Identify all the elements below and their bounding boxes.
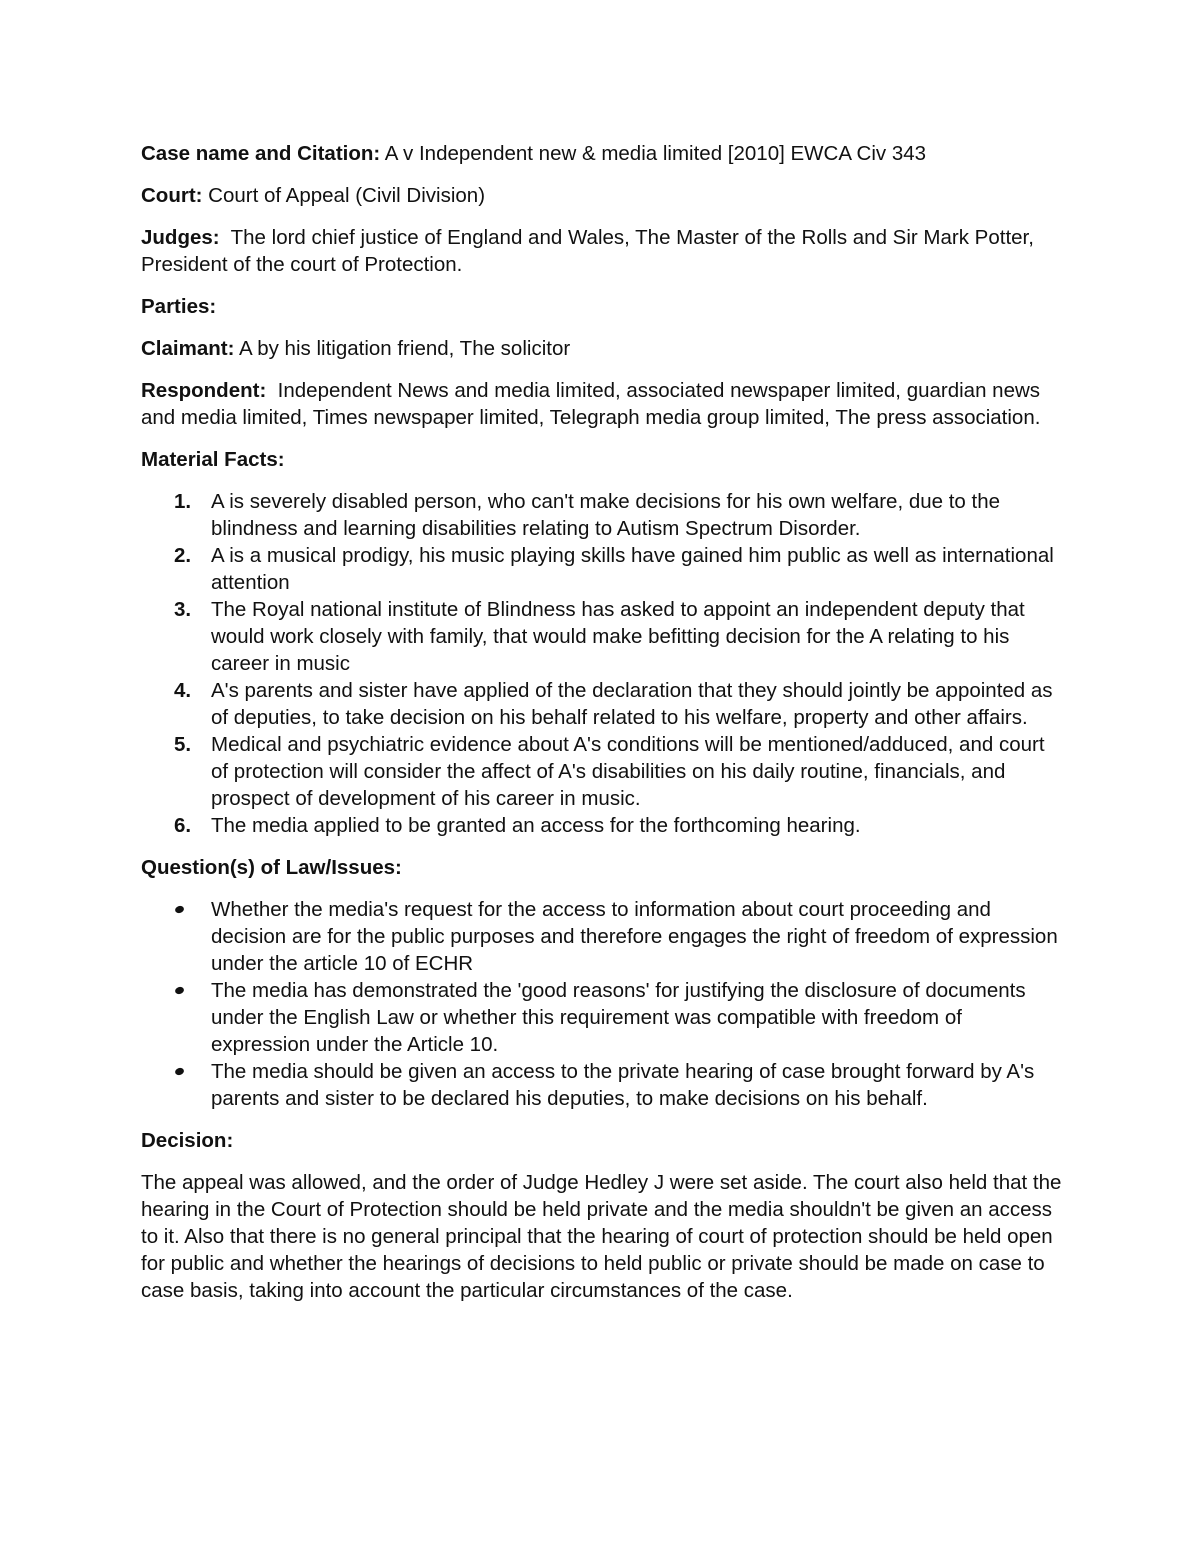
issue-text-1: Whether the media's request for the access to information about court proceeding and decision are for the public purposes and therefore engages the right of freedom of expression under the article 10 of ECHR [211,898,1058,975]
fact-item-6: The media applied to be granted an access for the forthcoming hearing. [211,814,861,837]
fact-item-4: A's parents and sister have applied of the declaration that they should jointly be appointed as of deputies, to take decision on his behalf related to his welfare, property and other affairs. [211,679,1053,729]
bullet-icon [174,905,185,915]
respondent-line [141,377,1066,431]
issue-item-3 [211,1058,1066,1112]
case-citation-line [141,140,1066,167]
issues-heading [141,854,1066,881]
issue-item-1 [211,896,1066,977]
case-citation-label: Case name and Citation: [141,142,381,165]
issues-label: Question(s) of Law/Issues: [141,856,402,879]
fact-item-1: A is severely disabled person, who can't make decisions for his own welfare, due to the blindness and learning disabilities relating to Autism Spectrum Disorder. [211,490,1001,540]
court-line [141,182,1066,209]
material-facts-label: Material Facts: [141,448,285,471]
fact-item-5: Medical and psychiatric evidence about A's conditions will be mentioned/adduced, and court of protection will consider the affect of A's disabilities on his daily routine, financials, and prospect of development of his career in music. [211,733,1045,810]
court-value: Court of Appeal (Civil Division) [202,184,486,207]
fact-item-2: A is a musical prodigy, his music playing skills have gained him public as well as international attention [211,544,1054,594]
claimant-line [141,335,1066,362]
decision-text: The appeal was allowed, and the order of Judge Hedley J were set aside. The court also held that the hearing in the Court of Protection should be held private and the media shouldn't be given an access to it. Also that there is no general principal that the hearing of court of protection should be held open for public and whether the hearings of decisions to held public or private should be made on case to case basis, taking into account the particular circumstances of the case. [141,1171,1062,1302]
decision-label: Decision: [141,1129,234,1152]
issue-text-2: The media has demonstrated the 'good reasons' for justifying the disclosure of documents under the English Law or whether this requirement was compatible with freedom of expression under the Article 10. [211,979,1026,1056]
document-page [141,140,1066,1319]
claimant-value: A by his litigation friend, The solicitor [234,337,571,360]
respondent-label: Respondent: [141,379,267,402]
judges-line [141,224,1066,278]
issue-text-3: The media should be given an access to the private hearing of case brought forward by A's parents and sister to be declared his deputies, to make decisions on his behalf. [211,1060,1035,1110]
parties-heading [141,293,1066,320]
claimant-label: Claimant: [141,337,235,360]
material-facts-list [141,488,1066,839]
decision-heading [141,1127,1066,1154]
case-citation-value: A v Independent new & media limited [2010] EWCA Civ 343 [380,142,927,165]
material-facts-heading [141,446,1066,473]
fact-item-3: The Royal national institute of Blindness has asked to appoint an independent deputy that would work closely with family, that would make befitting decision for the A relating to his career in music [211,598,1025,675]
bullet-icon [174,1067,185,1077]
parties-label: Parties: [141,295,217,318]
bullet-icon [174,986,185,996]
issue-item-2 [211,977,1066,1058]
judges-label: Judges: [141,226,220,249]
issues-list [141,896,1066,1112]
court-label: Court: [141,184,203,207]
judges-value: The lord chief justice of England and Wales, The Master of the Rolls and Sir Mark Potter, President of the court of Protection. [141,226,1040,276]
respondent-value: Independent News and media limited, associated newspaper limited, guardian news and media limited, Times newspaper limited, Telegraph media group limited, The press association. [141,379,1046,429]
